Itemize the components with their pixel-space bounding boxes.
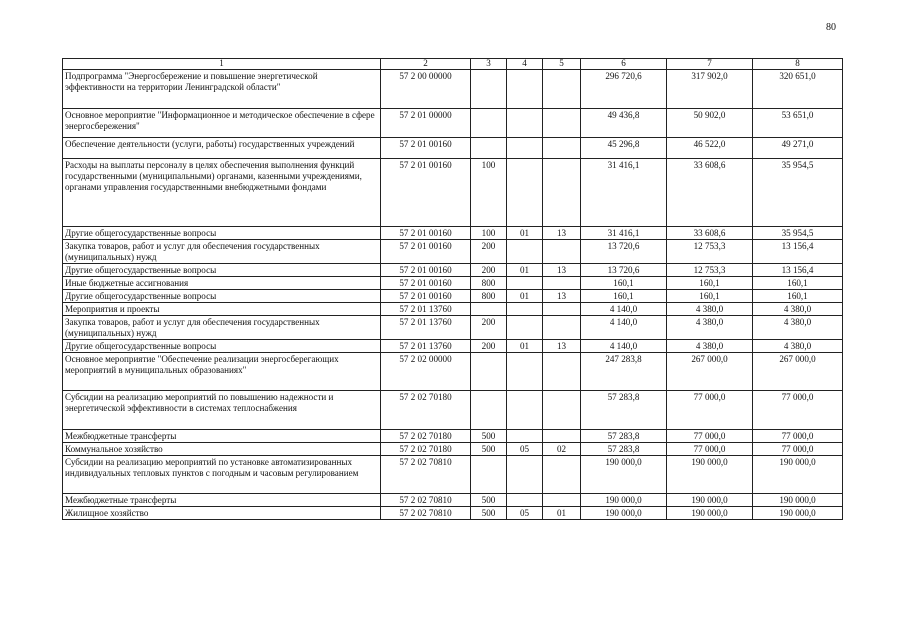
cell-name: Субсидии на реализацию мероприятий по повышению надежности и энергетической эффективности в системах теплоснабжения <box>63 391 381 430</box>
cell-c3: 100 <box>471 159 507 227</box>
cell-c5 <box>543 456 581 494</box>
header-col-8: 8 <box>753 59 843 70</box>
table-row <box>63 159 843 227</box>
cell-c4: 01 <box>507 340 543 353</box>
cell-c4 <box>507 240 543 264</box>
cell-c5 <box>543 277 581 290</box>
cell-v6: 296 720,6 <box>581 70 667 109</box>
cell-v7: 190 000,0 <box>667 494 753 507</box>
cell-code: 57 2 01 00160 <box>381 240 471 264</box>
cell-v6: 57 283,8 <box>581 443 667 456</box>
cell-c5 <box>543 70 581 109</box>
cell-c5: 13 <box>543 290 581 303</box>
cell-c5: 02 <box>543 443 581 456</box>
cell-c5 <box>543 353 581 391</box>
cell-c4: 01 <box>507 227 543 240</box>
cell-c5: 01 <box>543 507 581 520</box>
table-row <box>63 109 843 138</box>
header-col-4: 4 <box>507 59 543 70</box>
cell-name: Другие общегосударственные вопросы <box>63 340 381 353</box>
cell-v8: 53 651,0 <box>753 109 843 138</box>
cell-v6: 31 416,1 <box>581 159 667 227</box>
cell-v7: 33 608,6 <box>667 159 753 227</box>
cell-v7: 267 000,0 <box>667 353 753 391</box>
cell-c3 <box>471 138 507 159</box>
cell-c4 <box>507 138 543 159</box>
cell-code: 57 2 01 13760 <box>381 316 471 340</box>
cell-c3: 200 <box>471 316 507 340</box>
cell-v7: 317 902,0 <box>667 70 753 109</box>
cell-v8: 77 000,0 <box>753 443 843 456</box>
cell-v8: 13 156,4 <box>753 264 843 277</box>
page-number: 80 <box>826 22 836 33</box>
cell-v7: 46 522,0 <box>667 138 753 159</box>
cell-code: 57 2 02 70810 <box>381 507 471 520</box>
cell-c4 <box>507 430 543 443</box>
cell-name: Другие общегосударственные вопросы <box>63 290 381 303</box>
cell-code: 57 2 00 00000 <box>381 70 471 109</box>
cell-c3: 100 <box>471 227 507 240</box>
table-row <box>63 391 843 430</box>
cell-code: 57 2 01 00160 <box>381 227 471 240</box>
cell-v8: 190 000,0 <box>753 494 843 507</box>
cell-c3: 200 <box>471 340 507 353</box>
cell-c4: 05 <box>507 443 543 456</box>
cell-c5 <box>543 391 581 430</box>
cell-v6: 190 000,0 <box>581 494 667 507</box>
cell-v8: 190 000,0 <box>753 456 843 494</box>
table-row <box>63 227 843 240</box>
table-row <box>63 507 843 520</box>
header-col-6: 6 <box>581 59 667 70</box>
cell-c3: 500 <box>471 443 507 456</box>
cell-v7: 12 753,3 <box>667 240 753 264</box>
cell-c5 <box>543 159 581 227</box>
table-row <box>63 138 843 159</box>
cell-code: 57 2 01 13760 <box>381 303 471 316</box>
cell-v8: 13 156,4 <box>753 240 843 264</box>
cell-v8: 35 954,5 <box>753 159 843 227</box>
cell-c3: 500 <box>471 507 507 520</box>
table-row <box>63 303 843 316</box>
cell-c5 <box>543 316 581 340</box>
cell-v7: 4 380,0 <box>667 303 753 316</box>
cell-c3 <box>471 456 507 494</box>
cell-v7: 33 608,6 <box>667 227 753 240</box>
cell-v6: 57 283,8 <box>581 430 667 443</box>
cell-code: 57 2 02 70180 <box>381 443 471 456</box>
table-row <box>63 277 843 290</box>
table-row <box>63 264 843 277</box>
cell-c4 <box>507 391 543 430</box>
cell-name: Основное мероприятие "Информационное и методическое обеспечение в сфере энергосбережения" <box>63 109 381 138</box>
cell-v8: 4 380,0 <box>753 316 843 340</box>
cell-name: Субсидии на реализацию мероприятий по установке автоматизированных индивидуальных тепловых пунктов с погодным и часовым регулированием <box>63 456 381 494</box>
cell-code: 57 2 02 70810 <box>381 456 471 494</box>
cell-name: Подпрограмма "Энергосбережение и повышение энергетической эффективности на территории Ленинградской области" <box>63 70 381 109</box>
cell-name: Другие общегосударственные вопросы <box>63 264 381 277</box>
cell-v7: 190 000,0 <box>667 507 753 520</box>
cell-v8: 160,1 <box>753 277 843 290</box>
cell-c4 <box>507 353 543 391</box>
cell-v7: 77 000,0 <box>667 430 753 443</box>
cell-name: Жилищное хозяйство <box>63 507 381 520</box>
cell-c4 <box>507 494 543 507</box>
cell-v6: 160,1 <box>581 290 667 303</box>
cell-code: 57 2 02 70180 <box>381 430 471 443</box>
cell-c5 <box>543 138 581 159</box>
cell-v8: 320 651,0 <box>753 70 843 109</box>
cell-code: 57 2 01 00160 <box>381 264 471 277</box>
cell-v6: 4 140,0 <box>581 303 667 316</box>
cell-c4 <box>507 70 543 109</box>
cell-v8: 4 380,0 <box>753 303 843 316</box>
cell-name: Основное мероприятие "Обеспечение реализации энергосберегающих мероприятий в муниципальных образованиях" <box>63 353 381 391</box>
cell-c5 <box>543 303 581 316</box>
cell-c5 <box>543 430 581 443</box>
header-col-3: 3 <box>471 59 507 70</box>
cell-c4: 01 <box>507 290 543 303</box>
cell-c3: 200 <box>471 264 507 277</box>
cell-v7: 77 000,0 <box>667 391 753 430</box>
cell-c4 <box>507 316 543 340</box>
cell-c4 <box>507 277 543 290</box>
cell-v6: 13 720,6 <box>581 240 667 264</box>
cell-v8: 77 000,0 <box>753 391 843 430</box>
cell-c5 <box>543 109 581 138</box>
cell-v6: 190 000,0 <box>581 456 667 494</box>
header-col-1: 1 <box>63 59 381 70</box>
table-row <box>63 430 843 443</box>
cell-c3 <box>471 70 507 109</box>
cell-v7: 160,1 <box>667 290 753 303</box>
cell-name: Закупка товаров, работ и услуг для обеспечения государственных (муниципальных) нужд <box>63 240 381 264</box>
cell-code: 57 2 01 00160 <box>381 277 471 290</box>
cell-name: Обеспечение деятельности (услуги, работы) государственных учреждений <box>63 138 381 159</box>
cell-c3 <box>471 109 507 138</box>
cell-v8: 4 380,0 <box>753 340 843 353</box>
cell-name: Другие общегосударственные вопросы <box>63 227 381 240</box>
cell-c4 <box>507 159 543 227</box>
cell-v8: 35 954,5 <box>753 227 843 240</box>
cell-v8: 77 000,0 <box>753 430 843 443</box>
cell-code: 57 2 01 13760 <box>381 340 471 353</box>
cell-c4 <box>507 109 543 138</box>
cell-code: 57 2 01 00160 <box>381 138 471 159</box>
header-col-7: 7 <box>667 59 753 70</box>
table-row <box>63 316 843 340</box>
cell-code: 57 2 01 00000 <box>381 109 471 138</box>
cell-v7: 160,1 <box>667 277 753 290</box>
cell-v8: 190 000,0 <box>753 507 843 520</box>
cell-v8: 160,1 <box>753 290 843 303</box>
cell-c3 <box>471 353 507 391</box>
cell-v6: 247 283,8 <box>581 353 667 391</box>
cell-c4: 01 <box>507 264 543 277</box>
cell-v7: 77 000,0 <box>667 443 753 456</box>
cell-c3: 800 <box>471 290 507 303</box>
cell-c3: 800 <box>471 277 507 290</box>
cell-v8: 267 000,0 <box>753 353 843 391</box>
cell-v6: 13 720,6 <box>581 264 667 277</box>
cell-c4: 05 <box>507 507 543 520</box>
cell-code: 57 2 02 00000 <box>381 353 471 391</box>
cell-name: Иные бюджетные ассигнования <box>63 277 381 290</box>
cell-name: Межбюджетные трансферты <box>63 494 381 507</box>
cell-code: 57 2 01 00160 <box>381 290 471 303</box>
cell-v7: 4 380,0 <box>667 316 753 340</box>
cell-code: 57 2 02 70180 <box>381 391 471 430</box>
cell-code: 57 2 01 00160 <box>381 159 471 227</box>
cell-name: Расходы на выплаты персоналу в целях обеспечения выполнения функций государственными (муниципальными) органами, казенными учреждениями, органами управления государственными внебюджетными фондами <box>63 159 381 227</box>
table-row <box>63 353 843 391</box>
cell-name: Межбюджетные трансферты <box>63 430 381 443</box>
cell-v7: 12 753,3 <box>667 264 753 277</box>
table-row <box>63 70 843 109</box>
cell-v6: 45 296,8 <box>581 138 667 159</box>
cell-v6: 57 283,8 <box>581 391 667 430</box>
cell-v6: 4 140,0 <box>581 340 667 353</box>
table-row <box>63 443 843 456</box>
cell-c3: 500 <box>471 494 507 507</box>
header-col-2: 2 <box>381 59 471 70</box>
table-row <box>63 290 843 303</box>
cell-name: Закупка товаров, работ и услуг для обеспечения государственных (муниципальных) нужд <box>63 316 381 340</box>
cell-name: Коммунальное хозяйство <box>63 443 381 456</box>
cell-c5: 13 <box>543 264 581 277</box>
cell-code: 57 2 02 70810 <box>381 494 471 507</box>
cell-v7: 4 380,0 <box>667 340 753 353</box>
cell-c5: 13 <box>543 340 581 353</box>
header-col-5: 5 <box>543 59 581 70</box>
cell-c5 <box>543 494 581 507</box>
cell-c3: 200 <box>471 240 507 264</box>
cell-c4 <box>507 303 543 316</box>
cell-v7: 50 902,0 <box>667 109 753 138</box>
cell-c3 <box>471 303 507 316</box>
cell-c4 <box>507 456 543 494</box>
header-row <box>63 59 843 70</box>
cell-c5: 13 <box>543 227 581 240</box>
table-row <box>63 456 843 494</box>
cell-v6: 190 000,0 <box>581 507 667 520</box>
cell-v8: 49 271,0 <box>753 138 843 159</box>
cell-c3 <box>471 391 507 430</box>
cell-v7: 190 000,0 <box>667 456 753 494</box>
cell-c5 <box>543 240 581 264</box>
table-row <box>63 240 843 264</box>
table-row <box>63 340 843 353</box>
cell-name: Мероприятия и проекты <box>63 303 381 316</box>
table-row <box>63 494 843 507</box>
cell-v6: 4 140,0 <box>581 316 667 340</box>
budget-table <box>62 58 843 520</box>
cell-v6: 49 436,8 <box>581 109 667 138</box>
cell-v6: 31 416,1 <box>581 227 667 240</box>
cell-v6: 160,1 <box>581 277 667 290</box>
cell-c3: 500 <box>471 430 507 443</box>
